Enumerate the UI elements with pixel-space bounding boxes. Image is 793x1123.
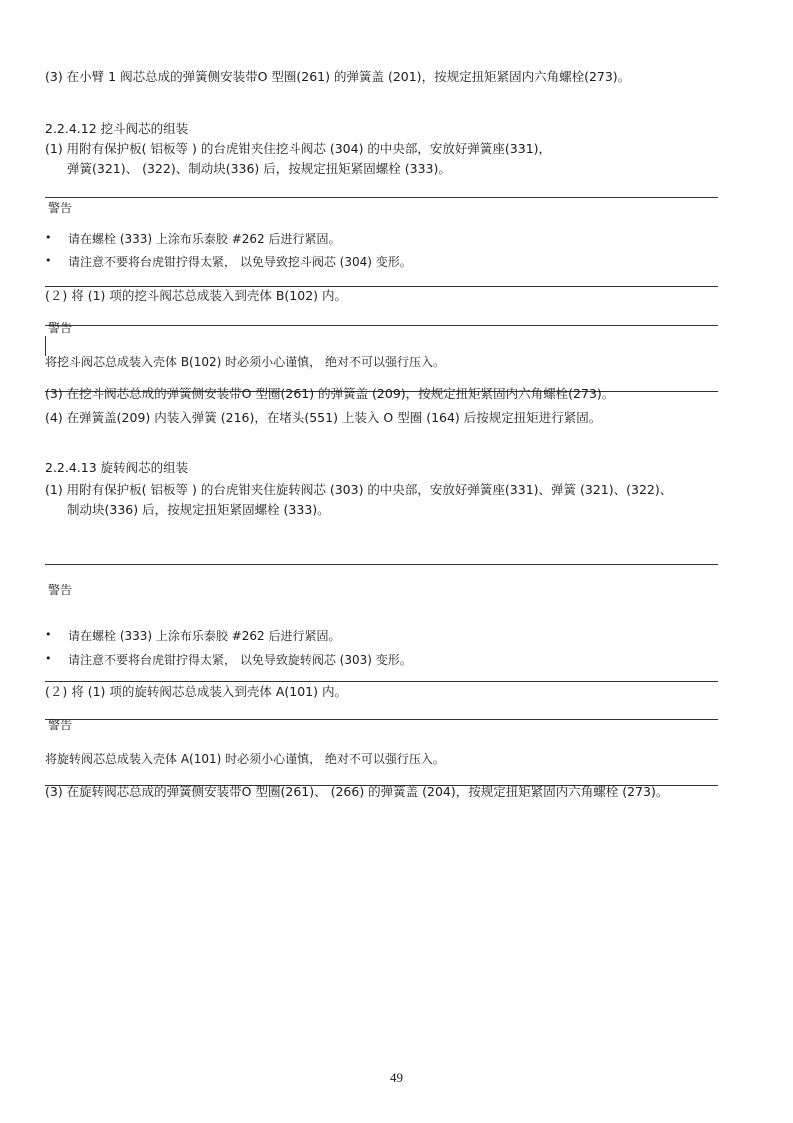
warning-text: 将挖斗阀芯总成装入壳体 B(102) 时必须小心谨慎， 绝对不可以强行压入。 — [45, 355, 445, 369]
divider — [45, 564, 718, 565]
step-1-line-2: 弹簧(321)、 (322)、制动块(336) 后，按规定扭矩紧固螺栓 (333)。 — [67, 161, 451, 176]
warning-title: 警告 — [48, 201, 73, 215]
bullet-icon: • — [45, 628, 52, 641]
divider — [45, 719, 718, 720]
step-3: (3) 在旋转阀芯总成的弹簧侧安装带O 型圈(261)、 (266) 的弹簧盖 (204)，按规定扭矩紧固内六角螺栓 (273)。 — [45, 784, 669, 799]
warning-text: 将旋转阀芯总成装入壳体 A(101) 时必须小心谨慎， 绝对不可以强行压入。 — [45, 752, 445, 766]
step-4: (4) 在弹簧盖(209) 内装入弹簧 (216)，在堵头(551) 上装入 O 型圈 (164) 后按规定扭矩进行紧固。 — [45, 410, 602, 425]
warning-title: 警告 — [48, 718, 73, 732]
warning-item: 请在螺栓 (333) 上涂布乐泰胶 #262 后进行紧固。 — [68, 232, 341, 246]
warning-item: 请在螺栓 (333) 上涂布乐泰胶 #262 后进行紧固。 — [68, 629, 341, 643]
divider — [45, 336, 46, 356]
warning-title: 警告 — [48, 321, 73, 335]
divider — [45, 325, 718, 326]
divider — [45, 681, 718, 682]
page-number: 49 — [390, 1070, 403, 1085]
bullet-icon: • — [45, 652, 52, 665]
paragraph-step-3-boom: (3) 在小臂 1 阀芯总成的弹簧侧安装带O 型圈(261) 的弹簧盖 (201)，按规定扭矩紧固内六角螺栓(273)。 — [45, 69, 631, 84]
bullet-icon: • — [45, 231, 52, 244]
step-1-line-2: 制动块(336) 后，按规定扭矩紧固螺栓 (333)。 — [67, 502, 330, 517]
divider — [45, 197, 718, 198]
step-2: (２) 将 (1) 项的旋转阀芯总成装入到壳体 A(101) 内。 — [45, 684, 347, 699]
bullet-icon: • — [45, 254, 52, 267]
warning-item: 请注意不要将台虎钳拧得太紧， 以免导致旋转阀芯 (303) 变形。 — [68, 653, 412, 667]
section-heading-swing-spool: 2.2.4.13 旋转阀芯的组装 — [45, 460, 189, 475]
warning-title: 警告 — [48, 583, 73, 597]
step-1-line-1: (1) 用附有保护板( 铝板等 ) 的台虎钳夹住挖斗阀芯 (304) 的中央部，安放好弹簧座(331)， — [45, 141, 552, 156]
divider — [45, 286, 718, 287]
section-heading-bucket-spool: 2.2.4.12 挖斗阀芯的组装 — [45, 121, 189, 136]
step-2: (２) 将 (1) 项的挖斗阀芯总成装入到壳体 B(102) 内。 — [45, 288, 348, 303]
warning-item: 请注意不要将台虎钳拧得太紧， 以免导致挖斗阀芯 (304) 变形。 — [68, 255, 412, 269]
step-3: (3) 在挖斗阀芯总成的弹簧侧安装带O 型圈(261) 的弹簧盖 (209)，按规定扭矩紧固内六角螺栓(273)。 — [45, 386, 615, 401]
step-1-line-1: (1) 用附有保护板( 铝板等 ) 的台虎钳夹住旋转阀芯 (303) 的中央部，安放好弹簧座(331)、弹簧 (321)、(322)、 — [45, 482, 673, 497]
